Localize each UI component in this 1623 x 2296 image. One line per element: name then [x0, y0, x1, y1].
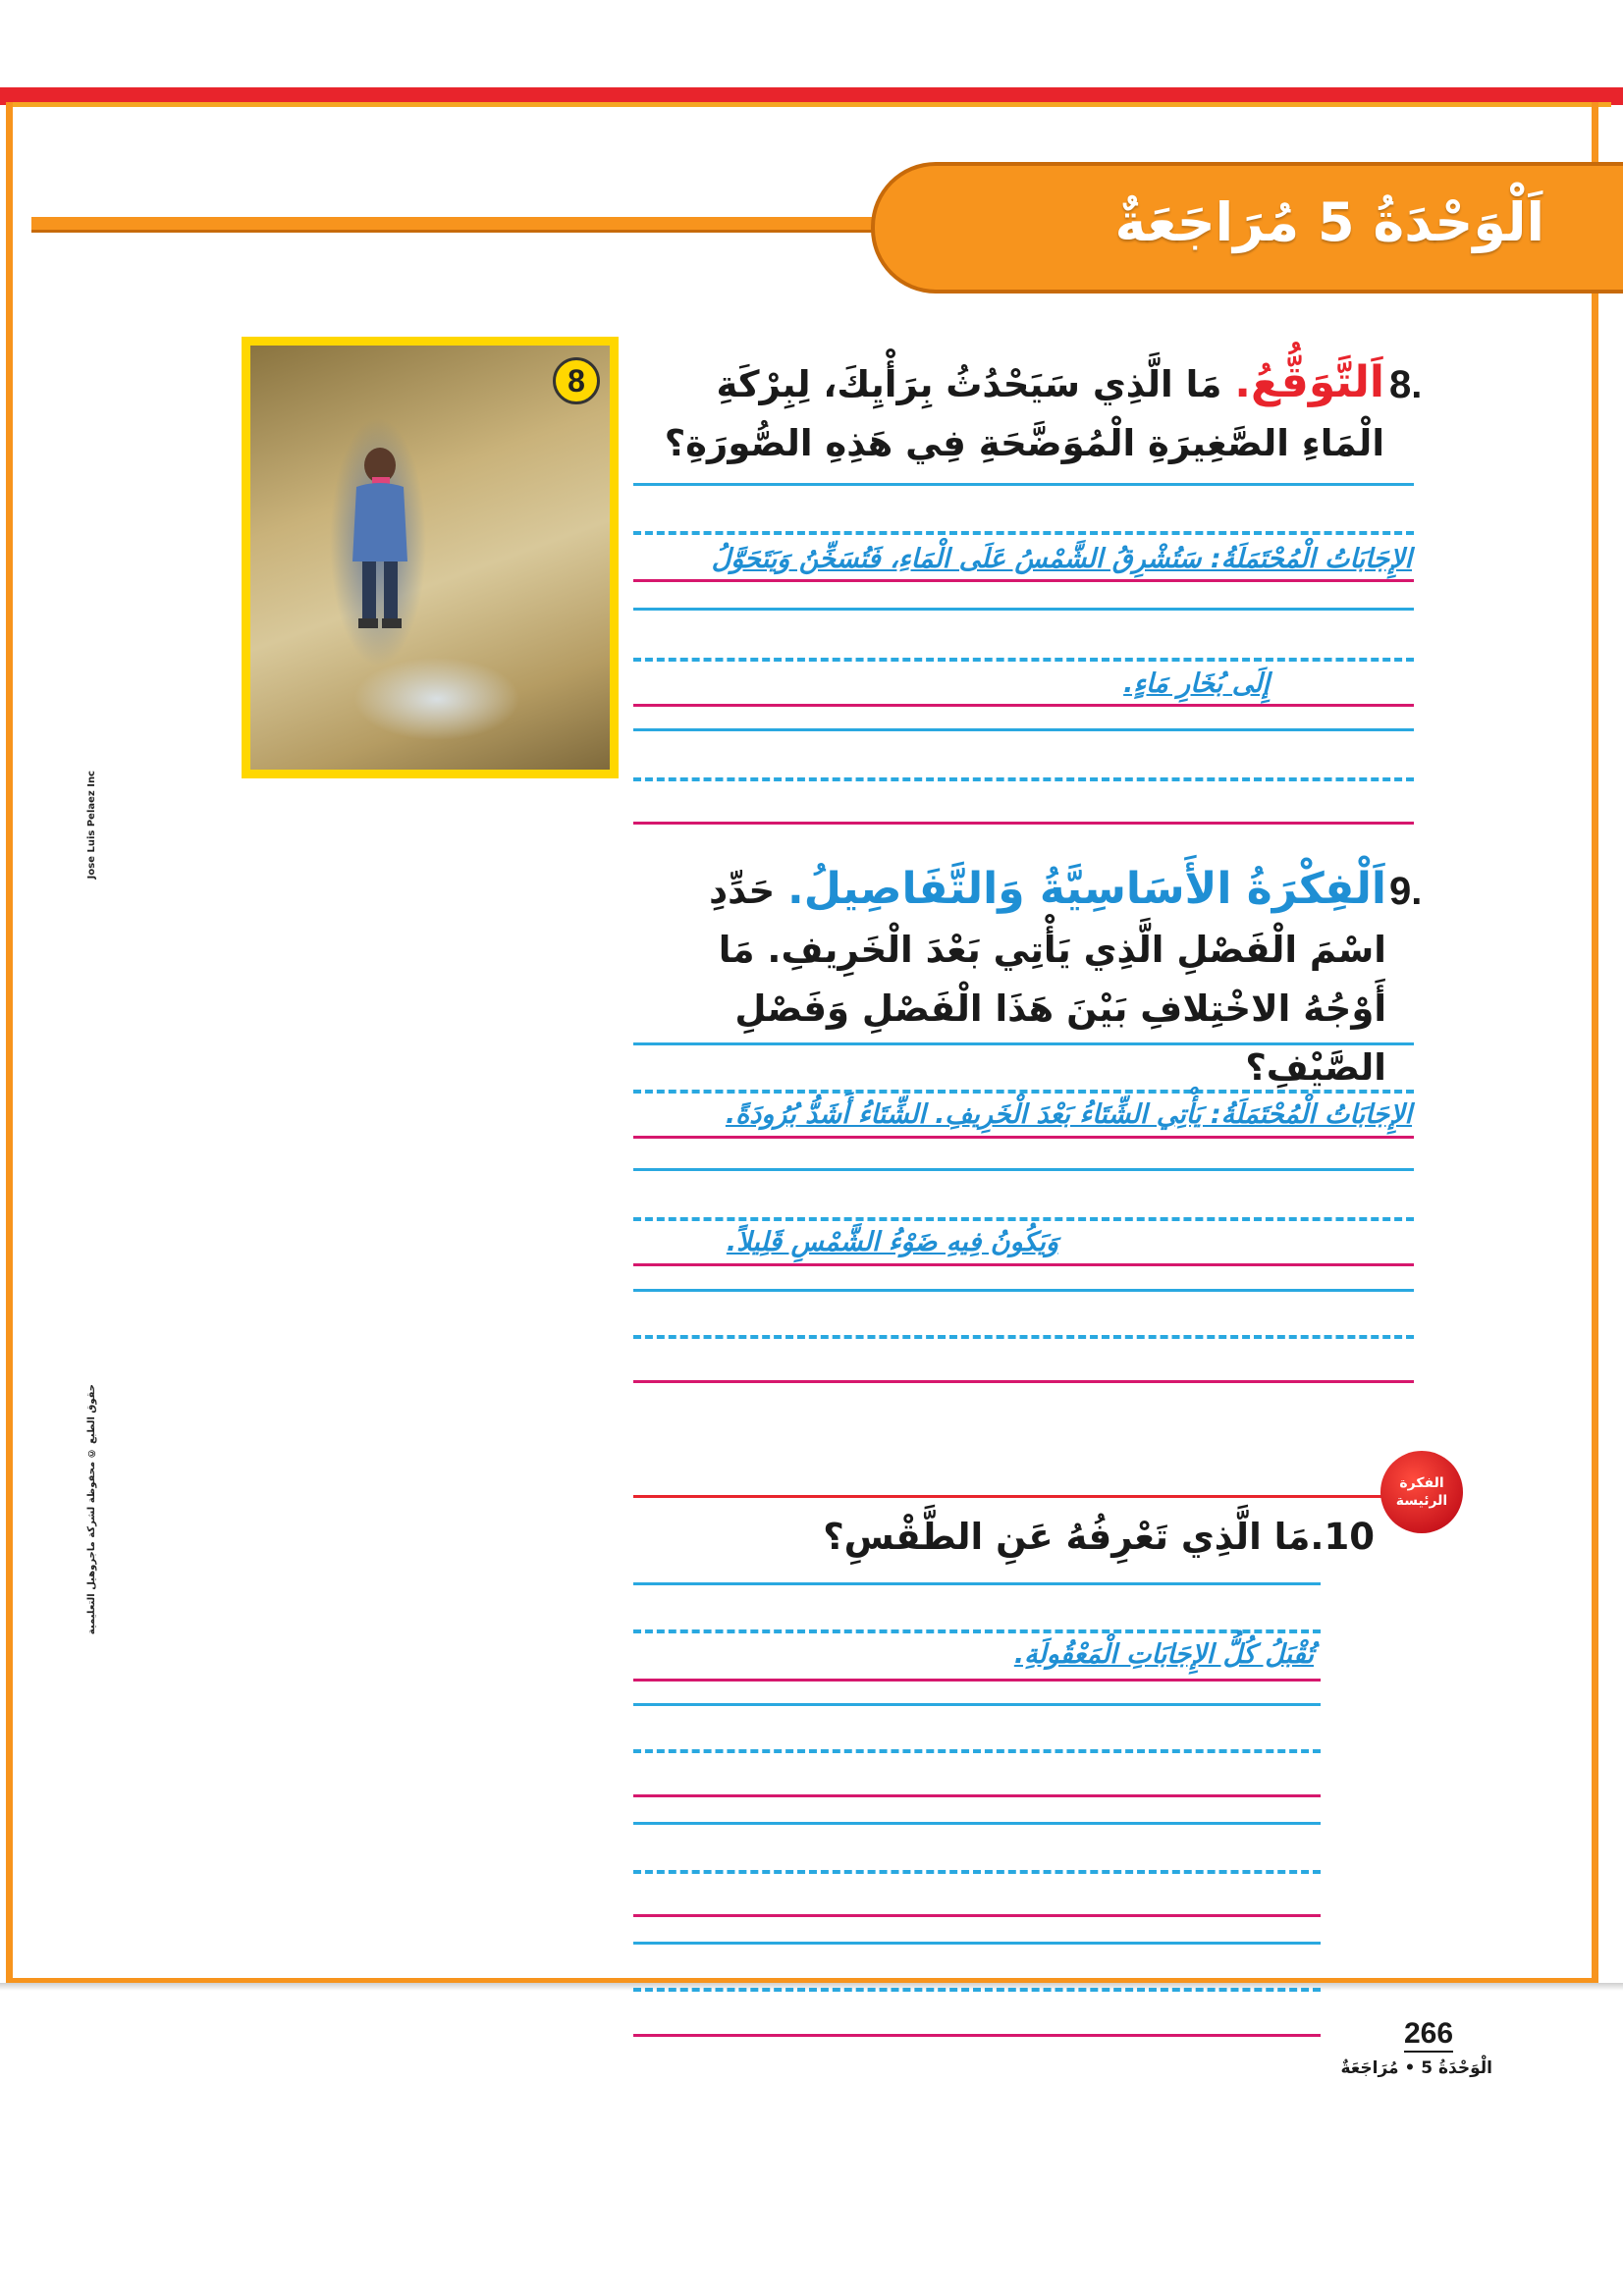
copyright-text: حقوق الطبع © محفوظة لشركة ماجروهيل التعليمية	[86, 1384, 97, 1635]
header-rule	[31, 217, 895, 233]
writing-line-dashed	[633, 1749, 1321, 1753]
main-idea-badge	[1380, 1451, 1463, 1533]
q8-answer-2: إِلَى بُخَارِ مَاءٍ.	[1123, 668, 1270, 699]
main-idea-badge-label: الفكرة الرئيسة	[1395, 1475, 1448, 1509]
q9-answer-1: الإِجَابَاتُ الْمُحْتَمَلَةُ: يَأْتِي الشِّتَاءُ بَعْدَ الْخَرِيفِ. الشِّتَاءُ أَشَدُّ بُرُودَةً.	[725, 1099, 1412, 1130]
q10-top-rule	[633, 1495, 1399, 1498]
writing-line-base	[633, 704, 1414, 707]
writing-line-base	[633, 1794, 1321, 1797]
writing-line-base	[633, 2034, 1321, 2037]
page-title: اَلْوَحْدَةُ 5 مُرَاجَعَةٌ	[1114, 191, 1544, 253]
writing-line-base	[633, 1136, 1414, 1139]
q8-answer-1: الإِجَابَاتُ الْمُحْتَمَلَةُ: سَتُشْرِقُ الشَّمْسُ عَلَى الْمَاءِ، فَتُسَخِّنُ وَيَتَحَوَّلُ	[711, 544, 1412, 574]
writing-line	[633, 608, 1414, 611]
writing-line-dashed	[633, 777, 1414, 781]
footer-unit-label: الْوَحْدَةُ 5 • مُرَاجَعَةٌ	[1340, 2058, 1492, 2078]
q8-question	[638, 353, 1384, 473]
q10-answer-1: تُقْبَلُ كُلُّ الإِجَابَاتِ الْمَعْقُولَةِ.	[1013, 1639, 1314, 1670]
writing-line	[633, 483, 1414, 486]
writing-line-base	[633, 1380, 1414, 1383]
writing-line	[633, 1822, 1321, 1825]
child-figure	[339, 444, 417, 640]
page-number: 266	[1404, 2017, 1453, 2053]
writing-line	[633, 1942, 1321, 1945]
q8-keyword: اَلتَّوَقُّعُ.	[1234, 357, 1384, 407]
writing-line	[633, 1042, 1414, 1045]
writing-line-base	[633, 1914, 1321, 1917]
writing-line	[633, 1582, 1321, 1585]
writing-line-dashed	[633, 1870, 1321, 1874]
writing-line-base	[633, 1263, 1414, 1266]
writing-line	[633, 1703, 1321, 1706]
photo-badge: 8	[553, 357, 600, 404]
writing-line	[633, 1168, 1414, 1171]
puddle-photo	[242, 337, 619, 778]
writing-line-dashed	[633, 1988, 1321, 1992]
photo-credit: Jose Luis Pelaez Inc	[86, 771, 97, 880]
q10-question: 10.مَا الَّذِي تَعْرِفُهُ عَنِ الطَّقْسِ؟	[823, 1516, 1375, 1558]
writing-line	[633, 728, 1414, 731]
writing-line-dashed	[633, 1335, 1414, 1339]
writing-line-dashed	[633, 1090, 1414, 1094]
writing-line-base	[633, 822, 1414, 825]
q9-answer-2: وَيَكُونُ فِيهِ ضَوْءُ الشَّمْسِ قَلِيلاً.	[726, 1227, 1058, 1257]
writing-line-dashed	[633, 1217, 1414, 1221]
q8-number: 8.	[1389, 363, 1423, 406]
writing-line-base	[633, 1679, 1321, 1682]
q9-text: حَدِّدِ اسْمَ الْفَصْلِ الَّذِي يَأْتِي بَعْدَ الْخَرِيفِ. مَا أَوْجُهُ الاخْتِلافِ بَيْنَ هَذَا الْفَصْلِ وَفَصْلِ الصَّيْفِ؟	[709, 870, 1386, 1089]
writing-line-dashed	[633, 1629, 1321, 1633]
q9-question	[648, 860, 1386, 1097]
writing-line-base	[633, 579, 1414, 582]
writing-line-dashed	[633, 658, 1414, 662]
q8-text: مَا الَّذِي سَيَحْدُثُ بِرَأْيِكَ، لِبِرْكَةِ الْمَاءِ الصَّغِيرَةِ الْمُوَضَّحَةِ فِي هَذِهِ الصُّورَةِ؟	[664, 363, 1384, 464]
q9-keyword: اَلْفِكْرَةُ الأَسَاسِيَّةُ وَالتَّفَاصِيلُ.	[787, 864, 1386, 914]
writing-line-dashed	[633, 531, 1414, 535]
q9-number: 9.	[1389, 870, 1423, 913]
writing-line	[633, 1289, 1414, 1292]
